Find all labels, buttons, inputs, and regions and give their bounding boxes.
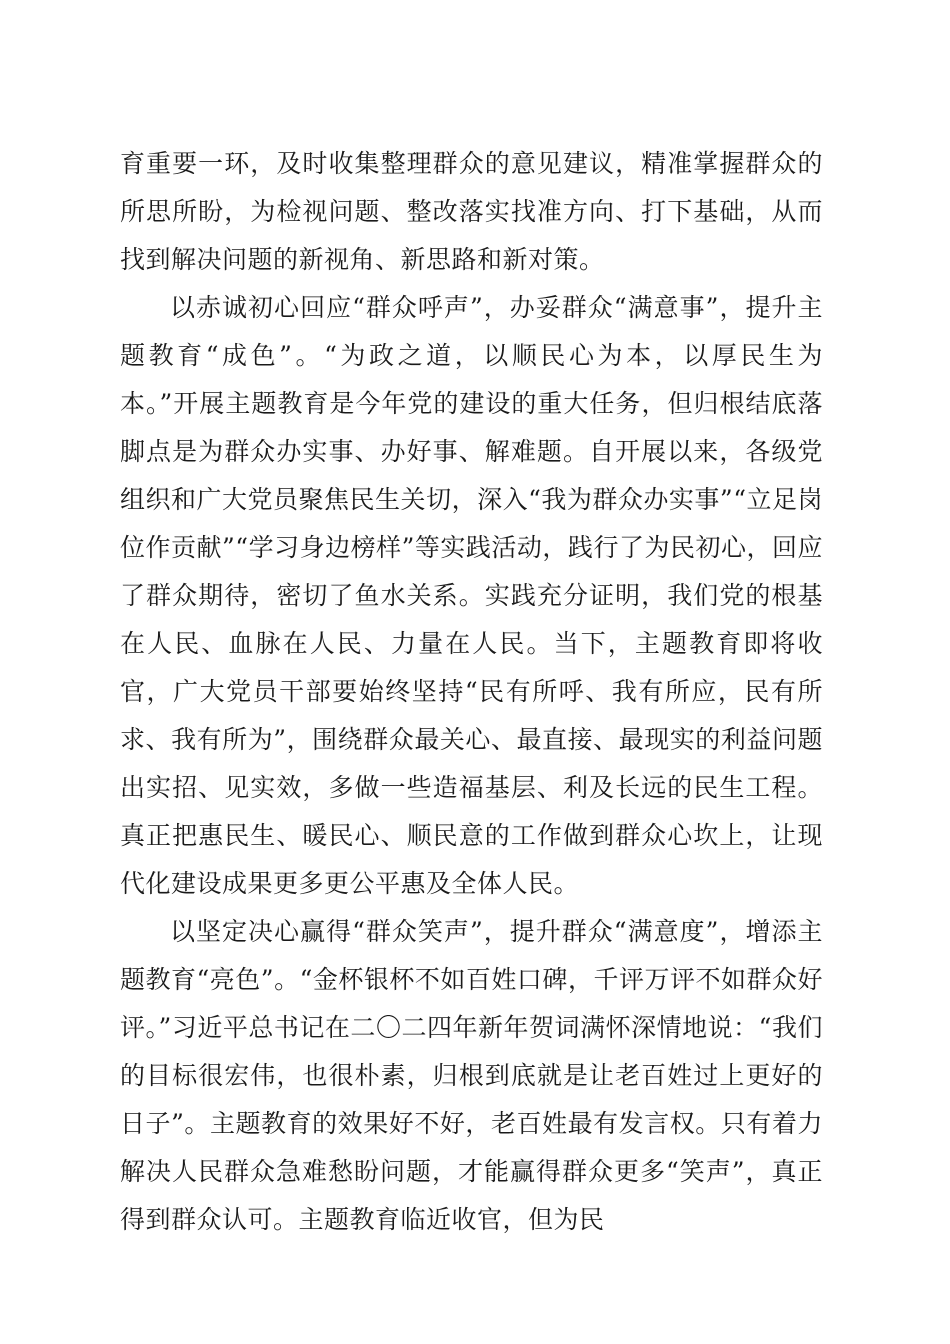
paragraph-respond-to-voices: 以赤诚初心回应“群众呼声”，办妥群众“满意事”，提升主题教育“成色”。“为政之道，以顺民心为本，以厚民生为本。”开展主题教育是今年党的建设的重大任务，但归根结底落脚点是为群众办实事、办好事、解难题。自开展以来，各级党组织和广大党员聚焦民生关切，深入“我为群众办实事”“立足岗位作贡献”“学习身边榜样”等实践活动，践行了为民初心，回应了群众期待，密切了鱼水关系。实践充分证明，我们党的根基在人民、血脉在人民、力量在人民。当下，主题教育即将收官，广大党员干部要始终坚持“民有所呼、我有所应，民有所求、我有所为”，围绕群众最关心、最直接、最现实的利益问题出实招、见实效，多做一些造福基层、利及长远的民生工程。真正把惠民生、暖民心、顺民意的工作做到群众心坎上，让现代化建设成果更多更公平惠及全体人民。 bbox=[120, 293, 823, 898]
paragraph-win-laughter: 以坚定决心赢得“群众笑声”，提升群众“满意度”，增添主题教育“亮色”。“金杯银杯不如百姓口碑，千评万评不如群众好评。”习近平总书记在二〇二四年新年贺词满怀深情地说：“我们的目标很宏伟，也很朴素，归根到底就是让老百姓过上更好的日子”。主题教育的效果好不好，老百姓最有发言权。只有着力解决人民群众急难愁盼问题，才能赢得群众更多“笑声”，真正得到群众认可。主题教育临近收官，但为民 bbox=[120, 917, 823, 1234]
document-body bbox=[120, 140, 823, 1244]
paragraph-continuation: 育重要一环，及时收集整理群众的意见建议，精准掌握群众的所思所盼，为检视问题、整改落实找准方向、打下基础，从而找到解决问题的新视角、新思路和新对策。 bbox=[120, 149, 823, 274]
